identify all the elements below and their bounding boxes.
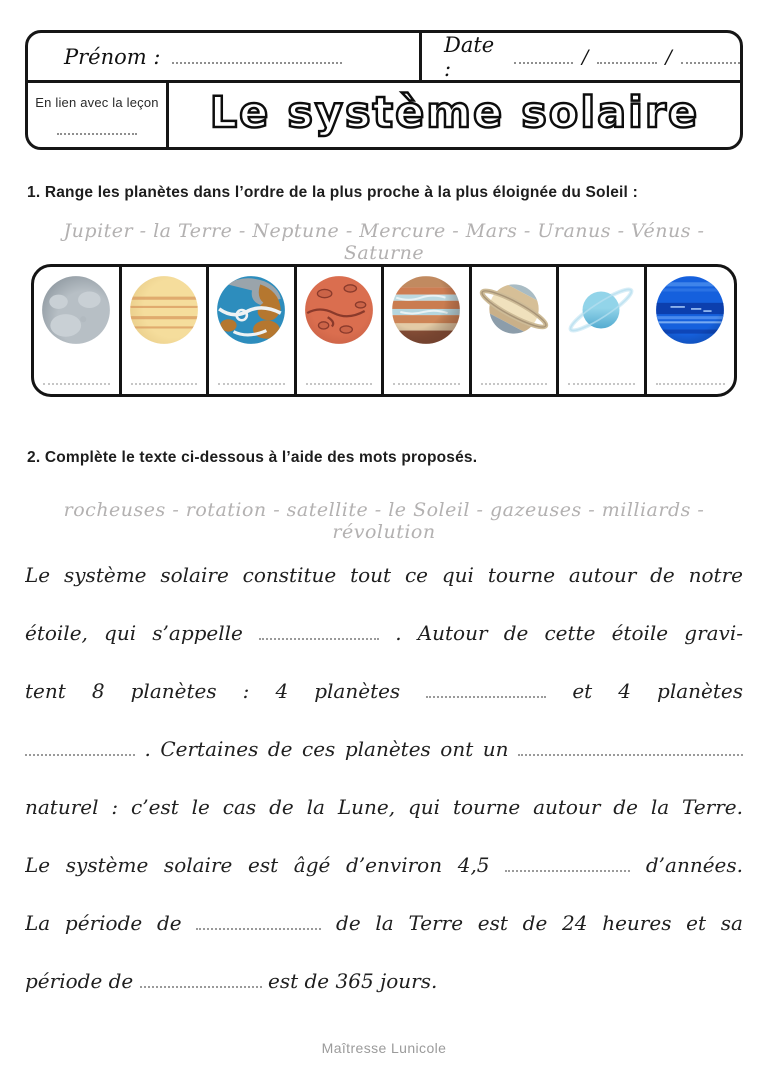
lesson-reference-box bbox=[28, 83, 169, 147]
date-day-line[interactable] bbox=[514, 49, 573, 64]
earth-planet-icon bbox=[213, 272, 289, 348]
saturn-planet-icon bbox=[476, 272, 552, 348]
date-field bbox=[422, 33, 740, 80]
date-separator: / bbox=[665, 45, 672, 68]
exercise1-instruction: 1. Range les planètes dans l’ordre de la plus proche à la plus éloignée du Soleil : bbox=[27, 184, 638, 201]
planet-order-strip bbox=[31, 264, 737, 397]
fill-text-line: . Certaines de ces planètes ont un bbox=[25, 720, 743, 778]
title-box bbox=[169, 83, 740, 147]
fill-text-line: tent 8 planètes : 4 planètes et 4 planètes bbox=[25, 679, 743, 703]
date-year-line[interactable] bbox=[681, 49, 740, 64]
prenom-label: Prénom : bbox=[64, 44, 161, 69]
lesson-write-line[interactable] bbox=[57, 120, 137, 135]
prenom-write-line[interactable] bbox=[172, 49, 342, 64]
planet-box-neptune bbox=[647, 267, 735, 394]
planet-answer-line[interactable] bbox=[306, 383, 373, 385]
header-row-top bbox=[28, 33, 740, 83]
exercise2-word-bank: rocheuses - rotation - satellite - le Soleil - gazeuses - milliards - révolution bbox=[63, 499, 705, 543]
page-title: Le système solaire bbox=[209, 87, 700, 138]
uranus-planet-icon bbox=[563, 272, 639, 348]
planet-box-mars bbox=[297, 267, 385, 394]
venus-planet-icon bbox=[126, 272, 202, 348]
fill-text-line: naturel : c’est le cas de la Lune, qui tourne autour de la Terre. bbox=[25, 795, 743, 819]
exercise1-word-bank: Jupiter - la Terre - Neptune - Mercure - Mars - Uranus - Vénus - Saturne bbox=[63, 220, 705, 264]
date-separator: / bbox=[582, 45, 589, 68]
mars-planet-icon bbox=[301, 272, 377, 348]
planet-box-uranus bbox=[559, 267, 647, 394]
planet-answer-line[interactable] bbox=[656, 383, 726, 385]
fill-text-line: Le système solaire constitue tout ce qui tourne autour de notre bbox=[25, 563, 743, 587]
header-row-bottom bbox=[28, 83, 740, 147]
fill-text-line: période de est de 365 jours. bbox=[25, 969, 438, 993]
planet-box-saturn bbox=[472, 267, 560, 394]
fill-text-line: La période de de la Terre est de 24 heures et sa bbox=[25, 911, 743, 935]
exercise2-instruction: 2. Complète le texte ci-dessous à l’aide des mots proposés. bbox=[27, 449, 478, 466]
answer-blank[interactable] bbox=[426, 679, 546, 698]
planet-answer-line[interactable] bbox=[393, 383, 460, 385]
planet-answer-line[interactable] bbox=[218, 383, 285, 385]
answer-blank[interactable] bbox=[196, 911, 321, 930]
mercury-planet-icon bbox=[38, 272, 114, 348]
neptune-planet-icon bbox=[652, 272, 728, 348]
planet-answer-line[interactable] bbox=[568, 383, 635, 385]
jupiter-planet-icon bbox=[388, 272, 464, 348]
planet-answer-line[interactable] bbox=[43, 383, 110, 385]
prenom-field bbox=[28, 33, 422, 80]
answer-blank[interactable] bbox=[259, 621, 379, 640]
planet-box-mercury bbox=[34, 267, 122, 394]
fill-in-text bbox=[25, 546, 743, 1010]
answer-blank[interactable] bbox=[518, 737, 743, 756]
date-label: Date : bbox=[444, 32, 495, 81]
header bbox=[25, 30, 743, 150]
answer-blank[interactable] bbox=[140, 969, 262, 988]
fill-text-line: étoile, qui s’appelle . Autour de cette étoile gravi- bbox=[25, 621, 743, 645]
planet-answer-line[interactable] bbox=[131, 383, 198, 385]
lesson-note-label: En lien avec la leçon bbox=[35, 95, 159, 110]
answer-blank[interactable] bbox=[505, 853, 630, 872]
answer-blank[interactable] bbox=[25, 737, 135, 756]
fill-text-line: Le système solaire est âgé d’environ 4,5 d’années. bbox=[25, 853, 743, 877]
planet-box-jupiter bbox=[384, 267, 472, 394]
date-month-line[interactable] bbox=[597, 49, 656, 64]
planet-box-venus bbox=[122, 267, 210, 394]
planet-box-earth bbox=[209, 267, 297, 394]
planet-answer-line[interactable] bbox=[481, 383, 548, 385]
credit-footer: Maîtresse Lunicole bbox=[321, 1040, 447, 1056]
